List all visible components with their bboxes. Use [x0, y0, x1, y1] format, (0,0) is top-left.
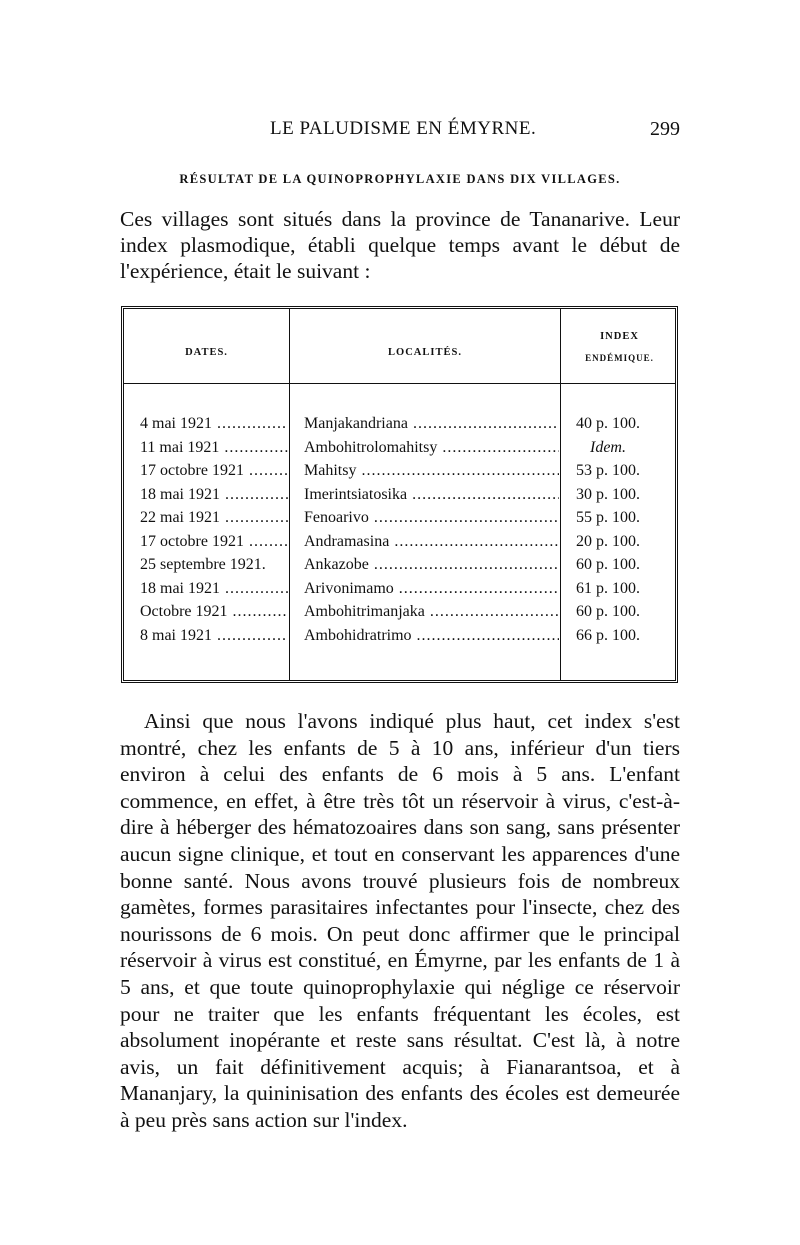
table-row [124, 556, 675, 580]
table-row [124, 439, 675, 463]
cell-date: 18 mai 1921 ..... [140, 486, 288, 504]
cell-date: 17 octobre 1921 ..... [140, 533, 288, 551]
cell-date: Octobre 1921 ..... [140, 603, 288, 621]
table-row [124, 462, 675, 486]
cell-localite: Manjakandriana ..... [304, 415, 559, 433]
header-localites: LOCALITÉS. [388, 347, 462, 358]
header-index-line1: INDEX [600, 331, 639, 342]
body-paragraph: Ainsi que nous l'avons indiqué plus haut, cet index s'est montré, chez les enfants de 5 à 10 ans, inférieur d'un tiers environ à celui des enfants de 6 mois à 5 ans. L'enfant commence, en effet, à être très tôt un réservoir à virus, c'est-à-dire à héberger des hématozoaires dans son sang, sans présenter aucun signe clinique, et tout en conservant les apparences d'une bonne santé. Nous avons trouvé plusieurs fois de nombreux gamètes, formes parasitaires infectantes pour l'insecte, chez des nourissons de 6 mois. On peut donc affirmer que le principal réservoir à virus est constitué, en Émyrne, par les enfants de 1 à 5 ans, et que toute quinoprophylaxie qui néglige ce réservoir pour ne traiter que les enfants fréquentant les écoles, est absolument inopérante et reste sans résultat. C'est là, à notre avis, un fait définitivement acquis; à Fianarantsoa, et à Mananjary, la quininisation des enfants des écoles est demeurée à peu près sans action sur l'index. [120, 709, 680, 1132]
table-row [124, 580, 675, 604]
cell-index: 60 p. 100. [576, 603, 640, 620]
cell-localite: Ambohitrolomahitsy ..... [304, 439, 559, 457]
table-row [124, 486, 675, 510]
running-title: LE PALUDISME EN ÉMYRNE. [270, 118, 537, 139]
running-head [120, 118, 680, 142]
header-rule [124, 383, 675, 384]
header-dates: DATES. [185, 347, 228, 358]
cell-index: 55 p. 100. [576, 509, 640, 526]
cell-index: 30 p. 100. [576, 485, 640, 503]
cell-date: 4 mai 1921 ..... [140, 415, 288, 433]
table-row [124, 627, 675, 651]
section-heading: RÉSULTAT DE LA QUINOPROPHYLAXIE DANS DIX VILLAGES. [179, 172, 621, 186]
table-body [124, 415, 675, 650]
cell-localite: Andramasina ..... [304, 533, 559, 551]
cell-date: 22 mai 1921 ..... [140, 509, 288, 527]
cell-localite: Ambohidratrimo ..... [304, 627, 559, 645]
cell-localite: Imerintsiatosika ..... [304, 486, 559, 504]
cell-localite: Ambohitrimanjaka ..... [304, 603, 559, 621]
cell-index: Idem. [590, 438, 626, 456]
cell-index: 40 p. 100. [576, 415, 640, 432]
cell-index: 20 p. 100. [576, 532, 640, 550]
cell-index: 53 p. 100. [576, 462, 640, 479]
cell-localite: Mahitsy ..... [304, 462, 559, 480]
table-row [124, 603, 675, 627]
cell-date: 18 mai 1921 ..... [140, 580, 288, 598]
table-row [124, 533, 675, 557]
table-row [124, 415, 675, 439]
table-row [124, 509, 675, 533]
header-index-line2: ENDÉMIQUE. [585, 353, 654, 363]
cell-localite: Ankazobe ..... [304, 556, 559, 574]
cell-index: 66 p. 100. [576, 626, 640, 644]
intro-paragraph: Ces villages sont situés dans la province de Tananarive. Leur index plasmodique, établi quelque temps avant le début de l'expérience, était le suivant : [120, 207, 680, 283]
page-number: 299 [650, 118, 680, 140]
cell-date: 11 mai 1921 ..... [140, 439, 288, 457]
cell-date: 17 octobre 1921 ..... [140, 462, 288, 480]
cell-date: 8 mai 1921 ..... [140, 627, 288, 645]
cell-date: 25 septembre 1921. [140, 556, 266, 573]
cell-index: 61 p. 100. [576, 579, 640, 597]
cell-index: 60 p. 100. [576, 556, 640, 573]
cell-localite: Fenoarivo ..... [304, 509, 559, 527]
results-table [121, 306, 678, 683]
cell-localite: Arivonimamo ..... [304, 580, 559, 598]
